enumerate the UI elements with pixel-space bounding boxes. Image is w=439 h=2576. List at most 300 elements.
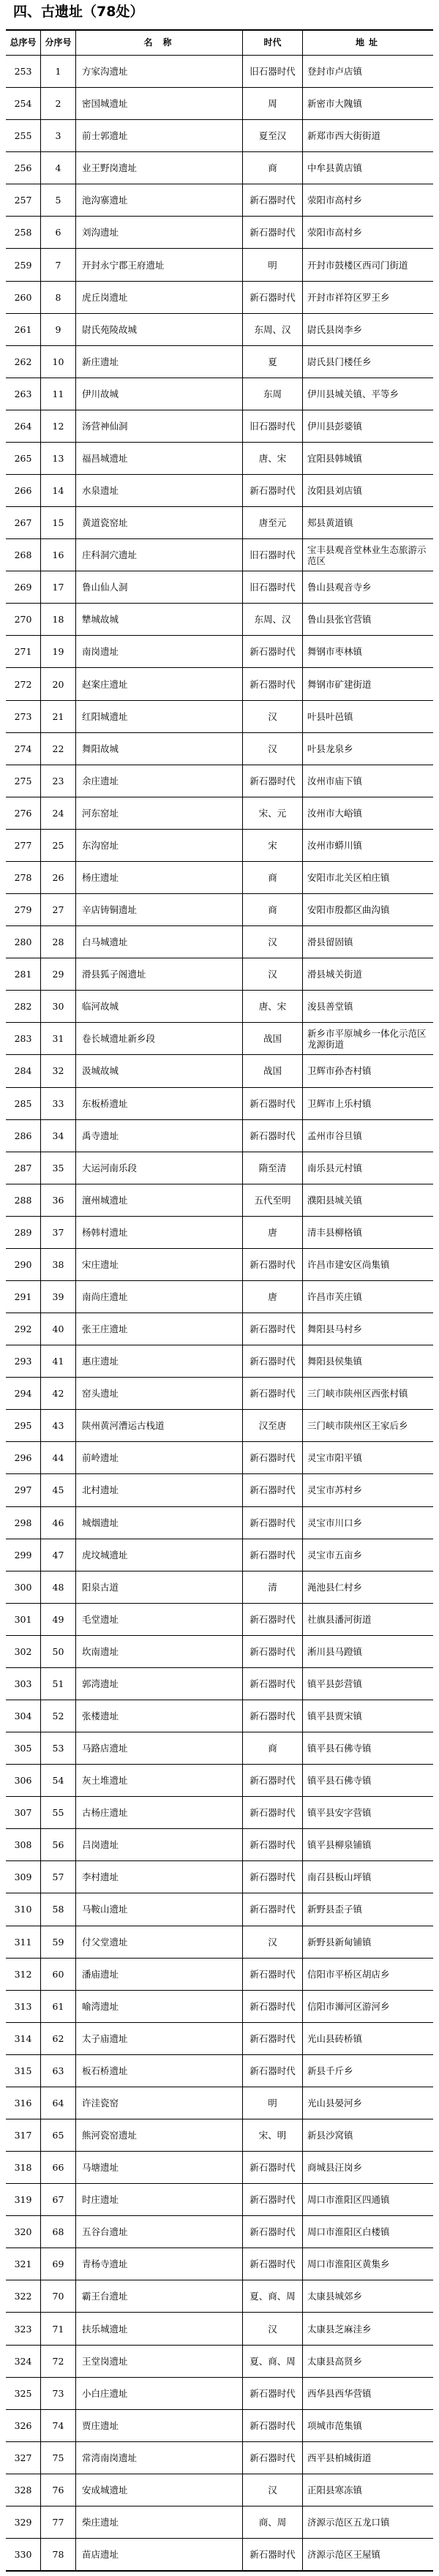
- cell-sub: 62: [41, 2023, 76, 2054]
- cell-era: 旧石器时代: [243, 410, 303, 442]
- cell-no: 284: [6, 1055, 41, 1086]
- cell-name: 马路店遗址: [76, 1732, 243, 1764]
- cell-sub: 72: [41, 2346, 76, 2377]
- cell-era: 新石器时代: [243, 282, 303, 313]
- table-row: [6, 571, 433, 604]
- table-body: [6, 56, 433, 2570]
- table-row: [6, 1120, 433, 1152]
- table-row: [6, 56, 433, 88]
- header-no: 总序号: [6, 31, 41, 55]
- cell-location: 新密市大隗镇: [307, 98, 363, 110]
- table-row: [6, 282, 433, 314]
- cell-era: 商: [243, 1732, 303, 1764]
- cell-sub: 1: [41, 56, 76, 87]
- cell-era: 新石器时代: [243, 1539, 303, 1571]
- cell-location: 濮阳县城关镇: [307, 1194, 363, 1206]
- cell-sub: 37: [41, 1217, 76, 1248]
- cell-no: 256: [6, 152, 41, 184]
- cell-name: 临河故城: [76, 991, 243, 1022]
- cell-no: 291: [6, 1281, 41, 1313]
- cell-name: 鲁山仙人洞: [76, 571, 243, 603]
- cell-location: 浚县善堂镇: [307, 1001, 353, 1013]
- cell-era: 唐、宋: [243, 991, 303, 1022]
- header-location: 地址: [355, 37, 382, 48]
- cell-name: 灰土堆遗址: [76, 1765, 243, 1796]
- table-row: [6, 475, 433, 507]
- cell-sub: 42: [41, 1378, 76, 1409]
- cell-era: 新石器时代: [243, 1474, 303, 1506]
- cell-location: 镇平县石佛寺镇: [307, 1743, 372, 1754]
- table-row: [6, 2539, 433, 2570]
- table-row: [6, 958, 433, 991]
- cell-sub: 17: [41, 571, 76, 603]
- cell-sub: 10: [41, 346, 76, 378]
- cell-era: 宋: [243, 830, 303, 861]
- table-row: [6, 2023, 433, 2055]
- cell-no: 288: [6, 1184, 41, 1216]
- cell-sub: 47: [41, 1539, 76, 1571]
- table-row: [6, 1152, 433, 1184]
- cell-sub: 25: [41, 830, 76, 861]
- page-title: 四、古遗址（78处）: [13, 4, 144, 20]
- cell-era: 新石器时代: [243, 475, 303, 506]
- cell-no: 313: [6, 1991, 41, 2022]
- cell-sub: 53: [41, 1732, 76, 1764]
- cell-location: 灵宝市五亩乡: [307, 1549, 363, 1561]
- cell-no: 303: [6, 1668, 41, 1700]
- cell-name: 马塘遗址: [76, 2152, 243, 2183]
- cell-sub: 54: [41, 1765, 76, 1796]
- cell-era: 新石器时代: [243, 1668, 303, 1700]
- cell-era: 新石器时代: [243, 1604, 303, 1635]
- cell-era: 夏、商、周: [243, 2346, 303, 2377]
- cell-location: 新野县新甸铺镇: [307, 1936, 372, 1948]
- cell-location: 安阳市殷都区曲沟镇: [307, 904, 390, 916]
- header-name: 名称: [76, 31, 243, 55]
- table-row: [6, 701, 433, 733]
- table-header: [6, 31, 433, 56]
- cell-name: 坎南遗址: [76, 1636, 243, 1667]
- cell-name: 郭湾遗址: [76, 1668, 243, 1700]
- cell-location: 伊川县城关镇、平等乡: [307, 388, 399, 399]
- cell-name: 张楼遗址: [76, 1700, 243, 1732]
- cell-location: 中牟县黄店镇: [307, 162, 363, 174]
- cell-name: 小白庄遗址: [76, 2378, 243, 2409]
- sites-table: [6, 29, 433, 2572]
- cell-sub: 29: [41, 958, 76, 990]
- cell-sub: 27: [41, 894, 76, 925]
- table-row: [6, 1765, 433, 1797]
- cell-sub: 26: [41, 862, 76, 893]
- table-row: [6, 1023, 433, 1055]
- cell-location: 信阳市平桥区胡店乡: [307, 1968, 390, 1980]
- cell-location: 舞钢市矿建街道: [307, 678, 372, 690]
- cell-sub: 50: [41, 1636, 76, 1667]
- cell-era: 汉至唐: [243, 1410, 303, 1441]
- cell-sub: 7: [41, 249, 76, 280]
- cell-name: 宋庄遗址: [76, 1249, 243, 1280]
- cell-no: 305: [6, 1732, 41, 1764]
- table-row: [6, 797, 433, 830]
- cell-era: 东周: [243, 378, 303, 410]
- cell-era: 战国: [243, 1055, 303, 1086]
- cell-no: 279: [6, 894, 41, 925]
- cell-location: 新野县歪子镇: [307, 1904, 363, 1915]
- table-row: [6, 443, 433, 475]
- cell-era: 新石器时代: [243, 1861, 303, 1893]
- cell-era: 新石器时代: [243, 1088, 303, 1119]
- cell-name: 前士郭遗址: [76, 120, 243, 151]
- cell-name: 池沟寨遗址: [76, 184, 243, 216]
- cell-sub: 77: [41, 2506, 76, 2538]
- cell-location: 汝州市蟒川镇: [307, 839, 363, 851]
- cell-name: 熊河瓷窑遗址: [76, 2119, 243, 2151]
- cell-name: 虎坟城遗址: [76, 1539, 243, 1571]
- cell-sub: 32: [41, 1055, 76, 1086]
- cell-name: 柴庄遗址: [76, 2506, 243, 2538]
- cell-location: 商城县汪岗乡: [307, 2162, 363, 2174]
- cell-sub: 68: [41, 2216, 76, 2248]
- cell-no: 294: [6, 1378, 41, 1409]
- cell-name: 密国城遗址: [76, 88, 243, 119]
- cell-name: 李村遗址: [76, 1861, 243, 1893]
- table-row: [6, 1313, 433, 1345]
- cell-location: 荥阳市高村乡: [307, 195, 363, 206]
- cell-no: 329: [6, 2506, 41, 2538]
- cell-era: 新石器时代: [243, 668, 303, 699]
- table-row: [6, 2087, 433, 2119]
- cell-sub: 57: [41, 1861, 76, 1893]
- cell-era: 新石器时代: [243, 1893, 303, 1925]
- cell-sub: 24: [41, 797, 76, 829]
- cell-location: 太康县城郊乡: [307, 2291, 363, 2302]
- cell-no: 326: [6, 2410, 41, 2441]
- cell-location: 许昌市芙庄镇: [307, 1291, 363, 1302]
- cell-location: 开封市鼓楼区西司门街道: [307, 259, 408, 271]
- cell-era: 新石器时代: [243, 1636, 303, 1667]
- table-row: [6, 926, 433, 958]
- cell-no: 273: [6, 701, 41, 732]
- cell-era: 汉: [243, 958, 303, 990]
- cell-era: 旧石器时代: [243, 56, 303, 87]
- cell-name: 毛堂遗址: [76, 1604, 243, 1635]
- cell-sub: 38: [41, 1249, 76, 1280]
- cell-location: 鲁山县张官营镇: [307, 614, 372, 626]
- table-row: [6, 539, 433, 571]
- cell-no: 317: [6, 2119, 41, 2151]
- table-row: [6, 1959, 433, 1991]
- cell-no: 320: [6, 2216, 41, 2248]
- cell-era: 东周、汉: [243, 604, 303, 635]
- cell-sub: 33: [41, 1088, 76, 1119]
- cell-no: 258: [6, 217, 41, 248]
- cell-name: 惠庄遗址: [76, 1345, 243, 1377]
- table-row: [6, 88, 433, 120]
- cell-sub: 28: [41, 926, 76, 958]
- cell-era: 战国: [243, 1023, 303, 1054]
- cell-sub: 58: [41, 1893, 76, 1925]
- table-row: [6, 2506, 433, 2539]
- table-row: [6, 1604, 433, 1636]
- cell-era: 新石器时代: [243, 1700, 303, 1732]
- cell-no: 324: [6, 2346, 41, 2377]
- cell-sub: 23: [41, 765, 76, 797]
- cell-location: 清丰县柳格镇: [307, 1226, 363, 1238]
- cell-location: 许昌市建安区尚集镇: [307, 1258, 390, 1270]
- cell-name: 青杨寺遗址: [76, 2248, 243, 2280]
- cell-era: 新石器时代: [243, 1829, 303, 1860]
- cell-name: 澶州城遗址: [76, 1184, 243, 1216]
- cell-sub: 3: [41, 120, 76, 151]
- cell-no: 277: [6, 830, 41, 861]
- table-row: [6, 346, 433, 378]
- cell-name: 尉氏苑陵故城: [76, 314, 243, 345]
- cell-name: 王堂岗遗址: [76, 2346, 243, 2377]
- table-row: [6, 1797, 433, 1829]
- table-row: [6, 2216, 433, 2248]
- cell-era: 新石器时代: [243, 1249, 303, 1280]
- cell-name: 卷长城遗址新乡段: [76, 1023, 243, 1054]
- cell-no: 276: [6, 797, 41, 829]
- cell-no: 271: [6, 636, 41, 667]
- table-row: [6, 1861, 433, 1893]
- cell-era: 唐: [243, 1281, 303, 1313]
- cell-name: 滑县狐子阁遗址: [76, 958, 243, 990]
- cell-location: 新郑市西大街街道: [307, 130, 381, 142]
- cell-name: 虎丘岗遗址: [76, 282, 243, 313]
- cell-no: 290: [6, 1249, 41, 1280]
- cell-no: 274: [6, 733, 41, 765]
- cell-name: 伊川故城: [76, 378, 243, 410]
- cell-name: 水泉遗址: [76, 475, 243, 506]
- cell-sub: 73: [41, 2378, 76, 2409]
- cell-sub: 16: [41, 539, 76, 571]
- cell-era: 新石器时代: [243, 1991, 303, 2022]
- table-row: [6, 2378, 433, 2410]
- cell-no: 264: [6, 410, 41, 442]
- cell-name: 河东窑址: [76, 797, 243, 829]
- cell-location: 光山县晏河乡: [307, 2097, 363, 2109]
- cell-location: 孟州市谷旦镇: [307, 1130, 363, 1141]
- cell-era: 隋至清: [243, 1152, 303, 1184]
- table-row: [6, 2410, 433, 2442]
- cell-location: 叶县龙泉乡: [307, 743, 353, 754]
- table-row: [6, 2474, 433, 2506]
- cell-sub: 48: [41, 1571, 76, 1603]
- cell-era: 新石器时代: [243, 765, 303, 797]
- cell-location: 三门峡市陕州区西张村镇: [307, 1388, 408, 1400]
- cell-no: 330: [6, 2539, 41, 2570]
- cell-sub: 55: [41, 1797, 76, 1828]
- cell-name: 赵案庄遗址: [76, 668, 243, 699]
- cell-location: 新县千斤乡: [307, 2065, 353, 2076]
- cell-location: 舞阳县马村乡: [307, 1323, 363, 1335]
- cell-era: 新石器时代: [243, 2152, 303, 2183]
- cell-no: 321: [6, 2248, 41, 2280]
- cell-no: 311: [6, 1926, 41, 1958]
- cell-sub: 56: [41, 1829, 76, 1860]
- cell-no: 268: [6, 539, 41, 571]
- table-row: [6, 2152, 433, 2184]
- cell-location: 太康县芝麻洼乡: [307, 2323, 372, 2335]
- cell-era: 汉: [243, 701, 303, 732]
- cell-no: 282: [6, 991, 41, 1022]
- cell-sub: 2: [41, 88, 76, 119]
- table-row: [6, 765, 433, 797]
- cell-no: 283: [6, 1023, 41, 1054]
- cell-location: 社旗县潘河街道: [307, 1613, 372, 1625]
- cell-no: 254: [6, 88, 41, 119]
- table-row: [6, 830, 433, 862]
- cell-era: 新石器时代: [243, 1959, 303, 1990]
- table-row: [6, 2055, 433, 2087]
- table-row: [6, 636, 433, 668]
- cell-sub: 39: [41, 1281, 76, 1313]
- cell-location: 济源示范区五龙口镇: [307, 2516, 390, 2528]
- cell-location: 郏县黄道镇: [307, 517, 353, 529]
- cell-no: 325: [6, 2378, 41, 2409]
- cell-no: 265: [6, 443, 41, 474]
- table-row: [6, 991, 433, 1023]
- cell-name: 汲城故城: [76, 1055, 243, 1086]
- cell-location: 宜阳县韩城镇: [307, 452, 363, 464]
- cell-sub: 5: [41, 184, 76, 216]
- cell-era: 明: [243, 2087, 303, 2119]
- cell-no: 312: [6, 1959, 41, 1990]
- cell-era: 新石器时代: [243, 636, 303, 667]
- cell-no: 315: [6, 2055, 41, 2087]
- cell-no: 308: [6, 1829, 41, 1860]
- table-row: [6, 184, 433, 217]
- cell-location: 西平县柏城街道: [307, 2452, 372, 2463]
- cell-sub: 52: [41, 1700, 76, 1732]
- cell-sub: 35: [41, 1152, 76, 1184]
- cell-era: 新石器时代: [243, 1120, 303, 1152]
- table-row: [6, 1926, 433, 1959]
- cell-era: 商、周: [243, 2506, 303, 2538]
- cell-no: 298: [6, 1507, 41, 1539]
- cell-sub: 31: [41, 1023, 76, 1054]
- cell-name: 张王庄遗址: [76, 1313, 243, 1345]
- cell-era: 汉: [243, 2313, 303, 2344]
- cell-location: 灵宝市阳平镇: [307, 1452, 363, 1464]
- cell-sub: 9: [41, 314, 76, 345]
- cell-name: 潘庙遗址: [76, 1959, 243, 1990]
- cell-sub: 14: [41, 475, 76, 506]
- cell-no: 261: [6, 314, 41, 345]
- cell-location: 灵宝市川口乡: [307, 1517, 363, 1528]
- cell-location: 正阳县寒冻镇: [307, 2484, 363, 2496]
- cell-sub: 44: [41, 1442, 76, 1473]
- cell-name: 汤营神仙洞: [76, 410, 243, 442]
- cell-no: 301: [6, 1604, 41, 1635]
- cell-name: 窑头遗址: [76, 1378, 243, 1409]
- cell-location: 登封市卢店镇: [307, 66, 363, 78]
- cell-era: 清: [243, 1571, 303, 1603]
- cell-location: 安阳市北关区柏庄镇: [307, 871, 390, 883]
- cell-name: 犨城故城: [76, 604, 243, 635]
- cell-no: 281: [6, 958, 41, 990]
- cell-location: 伊川县彭婆镇: [307, 420, 363, 432]
- cell-name: 庄科洞穴遗址: [76, 539, 243, 571]
- table-row: [6, 1088, 433, 1120]
- cell-name: 南岗遗址: [76, 636, 243, 667]
- cell-no: 306: [6, 1765, 41, 1796]
- cell-name: 禹寺遗址: [76, 1120, 243, 1152]
- cell-no: 262: [6, 346, 41, 378]
- cell-era: 新石器时代: [243, 2023, 303, 2054]
- table-row: [6, 1378, 433, 1410]
- cell-location: 汝州市大峪镇: [307, 807, 363, 819]
- cell-name: 古杨庄遗址: [76, 1797, 243, 1828]
- cell-era: 新石器时代: [243, 1797, 303, 1828]
- cell-sub: 46: [41, 1507, 76, 1539]
- cell-era: 宋、明: [243, 2119, 303, 2151]
- cell-location: 光山县砖桥镇: [307, 2032, 363, 2044]
- cell-era: 旧石器时代: [243, 539, 303, 571]
- cell-sub: 67: [41, 2184, 76, 2215]
- table-row: [6, 1442, 433, 1474]
- cell-sub: 41: [41, 1345, 76, 1377]
- cell-location: 新县沙窝镇: [307, 2130, 353, 2141]
- table-row: [6, 1184, 433, 1217]
- cell-no: 292: [6, 1313, 41, 1345]
- cell-no: 285: [6, 1088, 41, 1119]
- cell-sub: 18: [41, 604, 76, 635]
- cell-sub: 69: [41, 2248, 76, 2280]
- table-row: [6, 2248, 433, 2280]
- table-row: [6, 2313, 433, 2345]
- cell-no: 309: [6, 1861, 41, 1893]
- cell-name: 新庄遗址: [76, 346, 243, 378]
- cell-name: 刘沟遗址: [76, 217, 243, 248]
- cell-no: 289: [6, 1217, 41, 1248]
- cell-sub: 63: [41, 2055, 76, 2087]
- cell-era: 旧石器时代: [243, 571, 303, 603]
- cell-sub: 13: [41, 443, 76, 474]
- cell-name: 付父堂遗址: [76, 1926, 243, 1958]
- cell-sub: 75: [41, 2442, 76, 2474]
- table-row: [6, 1732, 433, 1765]
- table-row: [6, 1055, 433, 1087]
- cell-no: 286: [6, 1120, 41, 1152]
- cell-location: 项城市范集镇: [307, 2419, 363, 2431]
- cell-name: 黄道瓷窑址: [76, 507, 243, 538]
- cell-name: 北村遗址: [76, 1474, 243, 1506]
- cell-era: 宋、元: [243, 797, 303, 829]
- cell-sub: 74: [41, 2410, 76, 2441]
- table-row: [6, 1700, 433, 1732]
- cell-name: 阳泉古道: [76, 1571, 243, 1603]
- table-row: [6, 1893, 433, 1926]
- cell-location: 舞阳县侯集镇: [307, 1356, 363, 1367]
- cell-no: 253: [6, 56, 41, 87]
- cell-no: 260: [6, 282, 41, 313]
- cell-era: 新石器时代: [243, 1378, 303, 1409]
- cell-sub: 61: [41, 1991, 76, 2022]
- cell-no: 314: [6, 2023, 41, 2054]
- cell-era: 明: [243, 249, 303, 280]
- cell-sub: 30: [41, 991, 76, 1022]
- cell-sub: 8: [41, 282, 76, 313]
- cell-sub: 21: [41, 701, 76, 732]
- cell-no: 280: [6, 926, 41, 958]
- cell-location: 南乐县元村镇: [307, 1162, 363, 1174]
- cell-location: 镇平县石佛寺镇: [307, 1775, 372, 1787]
- table-row: [6, 894, 433, 926]
- cell-no: 302: [6, 1636, 41, 1667]
- cell-location: 汝州市庙下镇: [307, 775, 363, 786]
